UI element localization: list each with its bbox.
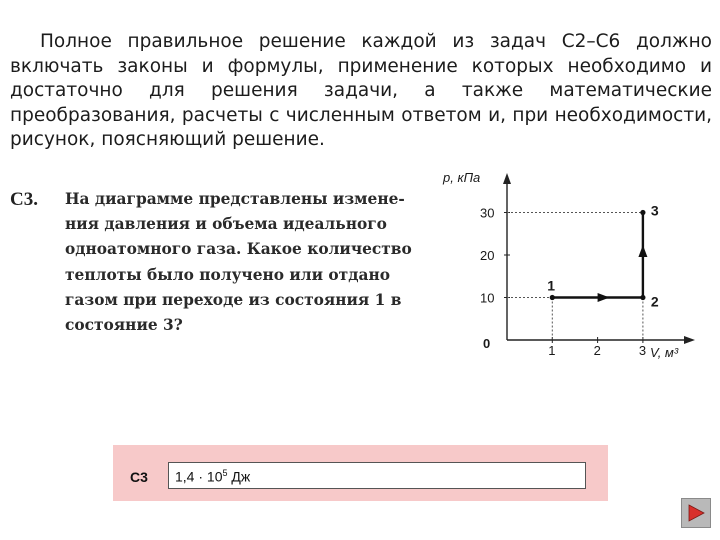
x-axis-arrow (684, 336, 695, 344)
origin-label: 0 (483, 336, 491, 351)
problem-line: состояние 3? (65, 316, 183, 335)
state-label: 2 (650, 293, 659, 310)
state-label: 1 (547, 277, 556, 294)
problem-text (65, 187, 421, 338)
state-point (640, 295, 645, 300)
state-point (640, 210, 645, 215)
y-axis-arrow (503, 173, 511, 184)
direction-arrow (598, 293, 610, 302)
x-tick-label: 1 (548, 343, 556, 358)
next-slide-button[interactable] (681, 498, 711, 528)
play-triangle-icon (686, 503, 706, 523)
answer-panel (113, 445, 608, 501)
direction-arrow (638, 245, 647, 257)
x-axis-label: V, м³ (650, 345, 679, 360)
state-point (550, 295, 555, 300)
answer-exponent: 5 (222, 468, 228, 478)
answer-label: С3 (130, 469, 148, 485)
y-axis-label: p, кПа (443, 170, 481, 185)
state-label: 3 (650, 202, 659, 219)
problem-line: теплоты было получено или отдано (65, 265, 390, 284)
y-tick-label: 20 (480, 248, 495, 263)
x-tick-label: 3 (638, 343, 647, 358)
answer-value: 1,4 · 10 (175, 468, 223, 485)
pv-diagram (440, 165, 700, 365)
problem-line: На диаграмме представлены измене- (65, 190, 405, 208)
problem-number: С3. (10, 189, 38, 210)
y-tick-label: 10 (480, 290, 495, 306)
y-tick-label: 30 (480, 205, 495, 221)
problem-line: ния давления и объема идеального (65, 215, 387, 234)
intro-paragraph: Полное правильное решение каждой из задач С2–С6 должно включать законы и формулы, применение которых необходимо и достаточно для решения задачи, а также математические преобразования, расчеты с численным ответом и, при необходимости, рисунок, поясняющий решение. (10, 31, 712, 150)
problem-line: газом при переходе из состояния 1 в (65, 290, 402, 309)
problem-line: одноатомного газа. Какое количество (65, 240, 412, 259)
answer-unit: Дж (227, 468, 251, 485)
x-tick-label: 2 (593, 343, 601, 358)
answer-field (168, 462, 586, 489)
